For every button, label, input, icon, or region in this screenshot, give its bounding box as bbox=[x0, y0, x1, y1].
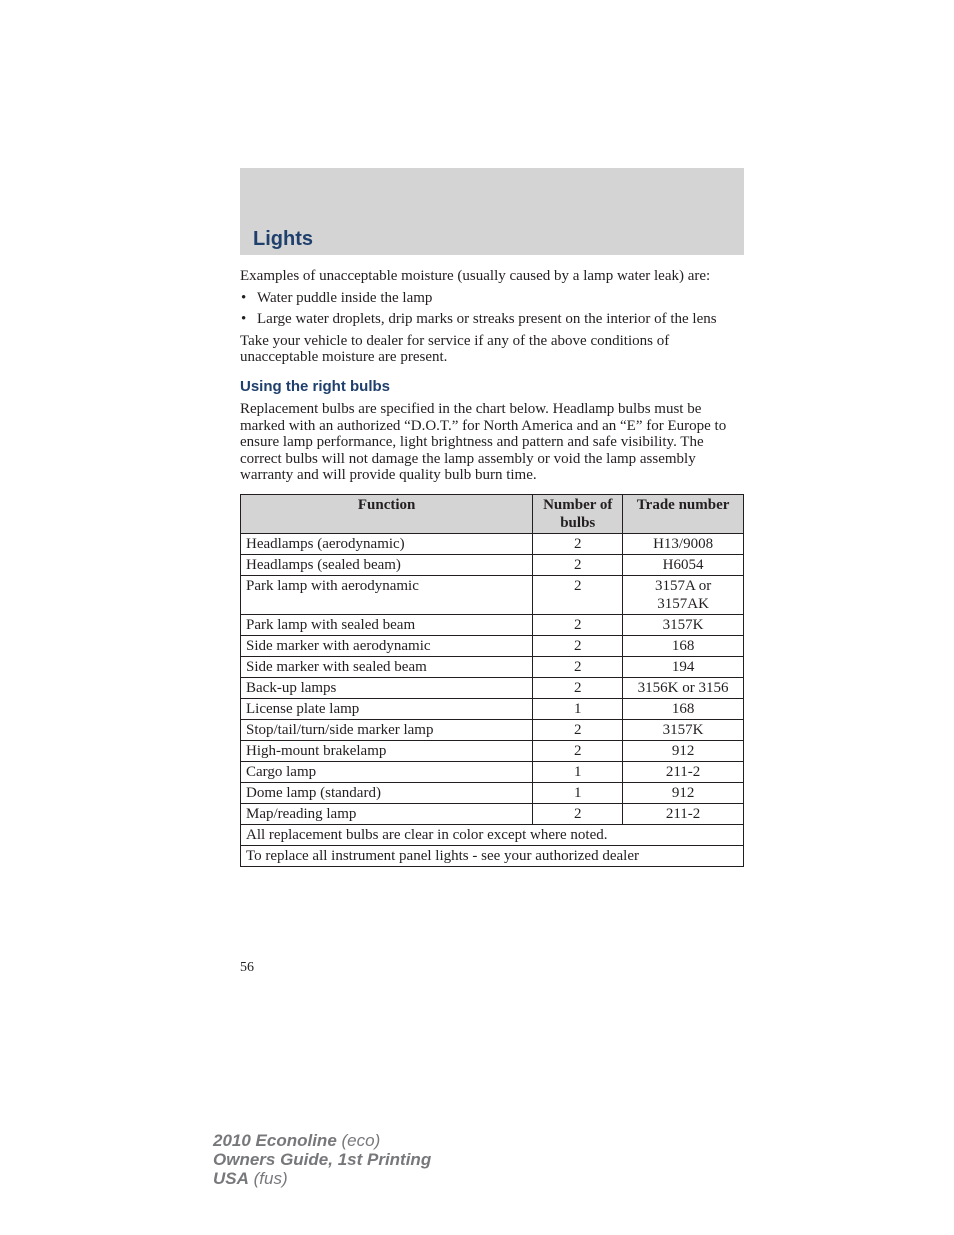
footer-line-1 bbox=[213, 1131, 431, 1150]
moisture-list bbox=[240, 290, 744, 328]
cell-trade: H13/9008 bbox=[623, 533, 744, 554]
bulb-table bbox=[240, 494, 744, 867]
table-row bbox=[241, 635, 744, 656]
cell-trade: 168 bbox=[623, 698, 744, 719]
column-header-number: Number of bulbs bbox=[533, 494, 623, 533]
table-row bbox=[241, 782, 744, 803]
cell-trade: 912 bbox=[623, 740, 744, 761]
cell-function: License plate lamp bbox=[241, 698, 533, 719]
table-row bbox=[241, 575, 744, 614]
cell-trade: 3157K bbox=[623, 614, 744, 635]
table-note-row bbox=[241, 845, 744, 866]
footer-line-2 bbox=[213, 1150, 431, 1169]
cell-trade: H6054 bbox=[623, 554, 744, 575]
table-row bbox=[241, 677, 744, 698]
footer-guide: Owners Guide, 1st Printing bbox=[213, 1150, 432, 1169]
cell-function: Back-up lamps bbox=[241, 677, 533, 698]
bulbs-paragraph: Replacement bulbs are specified in the chart below. Headlamp bulbs must be marked with an authorized “D.O.T.” for North America and an “E” for Europe to ensure lamp performance, light brightness and pattern and safe visibility. The correct bulbs will not damage the lamp assembly or void the lamp assembly warranty and will provide quality bulb burn time. bbox=[240, 401, 727, 483]
bullet-icon: • bbox=[241, 289, 247, 306]
table-note: All replacement bulbs are clear in color except where noted. bbox=[241, 824, 744, 845]
cell-function: Side marker with sealed beam bbox=[241, 656, 533, 677]
footer-line-3 bbox=[213, 1169, 431, 1188]
cell-function: Headlamps (aerodynamic) bbox=[241, 533, 533, 554]
subheading: Using the right bulbs bbox=[240, 377, 390, 395]
cell-function: Headlamps (sealed beam) bbox=[241, 554, 533, 575]
cell-number: 1 bbox=[533, 698, 623, 719]
cell-trade: 3157A or 3157AK bbox=[623, 575, 744, 614]
footer-market-code: (fus) bbox=[253, 1169, 288, 1188]
cell-number: 2 bbox=[533, 719, 623, 740]
cell-function: High-mount brakelamp bbox=[241, 740, 533, 761]
cell-number: 2 bbox=[533, 575, 623, 614]
cell-number: 2 bbox=[533, 614, 623, 635]
list-item-text: Large water droplets, drip marks or streaks present on the interior of the lens bbox=[257, 311, 717, 327]
footer-model: 2010 Econoline bbox=[213, 1131, 337, 1150]
column-header-trade: Trade number bbox=[623, 494, 744, 533]
cell-function: Park lamp with sealed beam bbox=[241, 614, 533, 635]
cell-trade: 168 bbox=[623, 635, 744, 656]
footer-model-code: (eco) bbox=[341, 1131, 381, 1150]
column-header-function: Function bbox=[241, 494, 533, 533]
list-item-text: Water puddle inside the lamp bbox=[257, 289, 433, 306]
table-row bbox=[241, 533, 744, 554]
table-row bbox=[241, 614, 744, 635]
page-number: 56 bbox=[240, 960, 254, 975]
cell-trade: 211-2 bbox=[623, 761, 744, 782]
cell-number: 2 bbox=[533, 533, 623, 554]
cell-number: 1 bbox=[533, 782, 623, 803]
table-row bbox=[241, 656, 744, 677]
service-paragraph: Take your vehicle to dealer for service if any of the above conditions of unacceptable moisture are present. bbox=[240, 332, 670, 365]
table-note: To replace all instrument panel lights - see your authorized dealer bbox=[241, 845, 744, 866]
section-title: Lights bbox=[253, 228, 313, 250]
list-item bbox=[240, 290, 744, 307]
page-content bbox=[240, 268, 744, 867]
cell-number: 2 bbox=[533, 677, 623, 698]
cell-trade: 194 bbox=[623, 656, 744, 677]
cell-function: Dome lamp (standard) bbox=[241, 782, 533, 803]
cell-trade: 3156K or 3156 bbox=[623, 677, 744, 698]
cell-number: 2 bbox=[533, 656, 623, 677]
table-row bbox=[241, 554, 744, 575]
cell-function: Stop/tail/turn/side marker lamp bbox=[241, 719, 533, 740]
cell-number: 2 bbox=[533, 635, 623, 656]
cell-function: Park lamp with aerodynamic bbox=[241, 575, 533, 614]
document-footer bbox=[213, 1131, 431, 1188]
bullet-icon: • bbox=[241, 311, 247, 327]
section-header-band bbox=[240, 168, 744, 255]
cell-function: Map/reading lamp bbox=[241, 803, 533, 824]
cell-number: 1 bbox=[533, 761, 623, 782]
list-item bbox=[240, 311, 744, 328]
cell-trade: 3157K bbox=[623, 719, 744, 740]
table-row bbox=[241, 719, 744, 740]
table-row bbox=[241, 803, 744, 824]
cell-function: Cargo lamp bbox=[241, 761, 533, 782]
intro-paragraph: Examples of unacceptable moisture (usually caused by a lamp water leak) are: bbox=[240, 268, 711, 284]
cell-trade: 211-2 bbox=[623, 803, 744, 824]
cell-number: 2 bbox=[533, 740, 623, 761]
cell-number: 2 bbox=[533, 554, 623, 575]
cell-number: 2 bbox=[533, 803, 623, 824]
cell-function: Side marker with aerodynamic bbox=[241, 635, 533, 656]
footer-market: USA bbox=[213, 1169, 249, 1188]
table-row bbox=[241, 761, 744, 782]
table-row bbox=[241, 698, 744, 719]
table-row bbox=[241, 740, 744, 761]
cell-trade: 912 bbox=[623, 782, 744, 803]
table-header-row bbox=[241, 494, 744, 533]
table-note-row bbox=[241, 824, 744, 845]
